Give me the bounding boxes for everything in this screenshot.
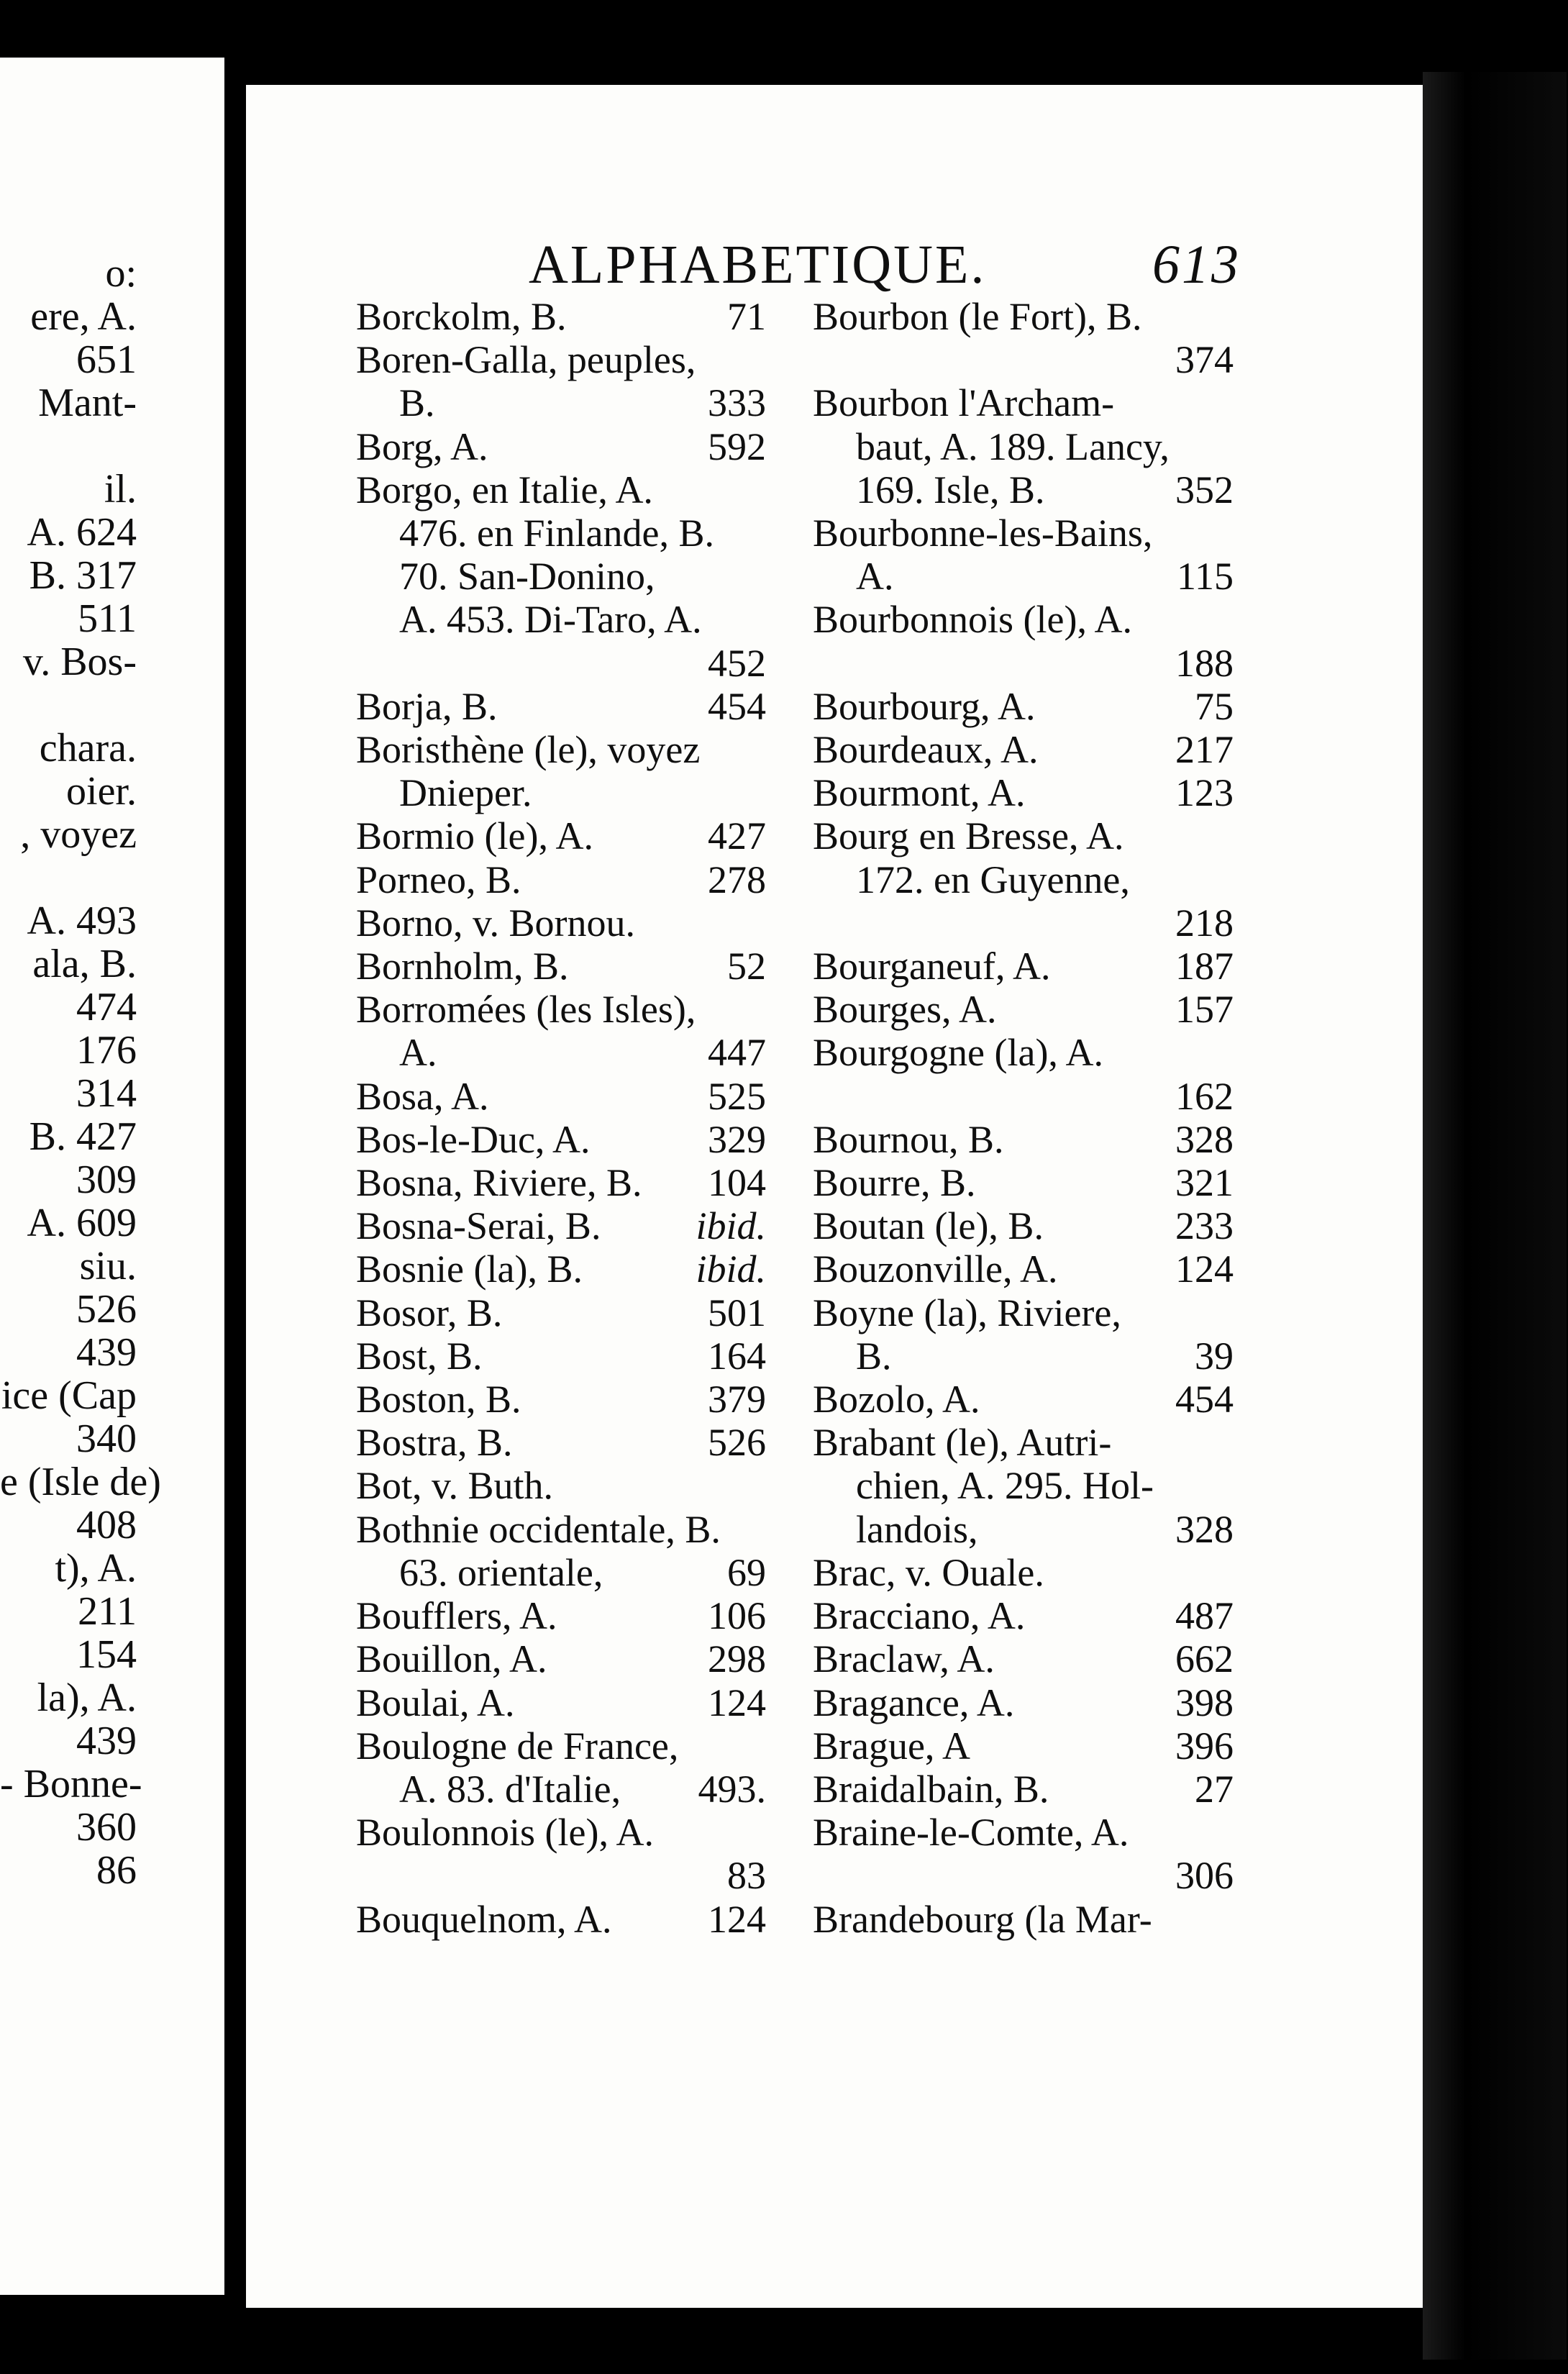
entry-text <box>813 642 823 685</box>
index-entry <box>813 814 1234 858</box>
left-fragment: t), A. <box>55 1546 137 1591</box>
entry-page-ref: 493. <box>698 1767 766 1811</box>
entry-text <box>813 1075 823 1118</box>
entry-page-ref: 162 <box>1175 1074 1234 1118</box>
entry-page-ref: 124 <box>708 1681 766 1724</box>
entry-text: Bothnie occidentale, B. <box>356 1507 721 1551</box>
entry-text: Boristhène (le), voyez <box>356 728 701 772</box>
index-entry <box>356 858 766 901</box>
index-column-left <box>356 295 766 1941</box>
left-fragment: 439 <box>76 1719 137 1763</box>
entry-text: Bourbonne-les-Bains, <box>813 511 1153 555</box>
left-fragment: la), A. <box>37 1675 137 1720</box>
index-entry <box>813 1508 1234 1551</box>
entry-text: Bourges, A. <box>813 988 997 1032</box>
index-entry <box>356 425 766 468</box>
left-fragment: ala, B. <box>32 942 137 986</box>
entry-page-ref: 106 <box>708 1594 766 1638</box>
entry-page-ref: 27 <box>1195 1767 1234 1811</box>
index-entry <box>813 381 1234 424</box>
entry-text: Brague, A <box>813 1724 970 1768</box>
left-fragment: 526 <box>76 1287 137 1332</box>
left-fragment: A. 624 <box>27 510 137 555</box>
entry-page-ref: 187 <box>1175 945 1234 988</box>
entry-text: Boufflers, A. <box>356 1594 557 1638</box>
entry-text: Boutan (le), B. <box>813 1204 1044 1248</box>
entry-text: Bourg en Bresse, A. <box>813 814 1124 858</box>
left-fragment: B. 427 <box>29 1114 137 1159</box>
entry-page-ref: 39 <box>1195 1334 1234 1378</box>
entry-page-ref: 124 <box>708 1897 766 1941</box>
index-entry <box>813 1118 1234 1161</box>
entry-page-ref: 104 <box>708 1161 766 1205</box>
index-entry <box>813 1854 1234 1897</box>
entry-text: Boston, B. <box>356 1378 521 1422</box>
index-entry <box>356 555 766 598</box>
entry-text: Brabant (le), Autri- <box>813 1421 1112 1465</box>
index-entry <box>356 1637 766 1681</box>
entry-text: Bourbourg, A. <box>813 684 1036 728</box>
entry-text: Bourbon l'Archam- <box>813 381 1115 425</box>
left-fragment: v. Bos- <box>22 640 137 684</box>
index-entry <box>356 814 766 858</box>
entry-page-ref: 278 <box>708 858 766 901</box>
left-fragment: o: <box>105 251 137 296</box>
entry-page-ref: 69 <box>727 1550 766 1594</box>
entry-text: Bouzonville, A. <box>813 1247 1058 1291</box>
index-entry <box>813 1031 1234 1074</box>
entry-text: landois, <box>856 1507 978 1551</box>
entry-page-ref: 52 <box>727 945 766 988</box>
index-entry <box>813 1161 1234 1204</box>
entry-text: Bracciano, A. <box>813 1594 1026 1638</box>
index-entry <box>813 1464 1234 1507</box>
index-entry <box>356 1334 766 1378</box>
entry-text: Braclaw, A. <box>813 1637 995 1681</box>
entry-text: A. <box>856 555 894 599</box>
index-column-right <box>813 295 1234 1941</box>
index-entry <box>356 1031 766 1074</box>
index-entry <box>813 901 1234 945</box>
index-entry <box>356 945 766 988</box>
index-entry <box>356 1768 766 1811</box>
entry-text: Bourmont, A. <box>813 771 1026 815</box>
entry-page-ref: 217 <box>1175 728 1234 772</box>
entry-page-ref: 396 <box>1175 1724 1234 1768</box>
entry-text: Boulonnois (le), A. <box>356 1811 654 1855</box>
entry-text: Bourdeaux, A. <box>813 728 1039 772</box>
entry-text: Porneo, B. <box>356 858 521 901</box>
header-title: ALPHABETIQUE. <box>529 235 987 295</box>
index-entry <box>356 728 766 771</box>
entry-text: Borja, B. <box>356 684 498 728</box>
index-entry <box>813 1898 1234 1941</box>
entry-text: Bouillon, A. <box>356 1637 547 1681</box>
index-entry <box>813 295 1234 338</box>
entry-page-ref: 379 <box>708 1378 766 1422</box>
left-fragment: B. 317 <box>29 553 137 598</box>
entry-text: 476. en Finlande, B. <box>399 511 714 555</box>
entry-text: Bozolo, A. <box>813 1378 980 1422</box>
entry-page-ref: 328 <box>1175 1117 1234 1161</box>
entry-text: Braidalbain, B. <box>813 1767 1049 1811</box>
page-edge-shadow <box>1423 72 1567 2360</box>
entry-text: Bourre, B. <box>813 1161 976 1205</box>
entry-page-ref: 298 <box>708 1637 766 1681</box>
left-fragment: 651 <box>76 337 137 382</box>
entry-text: Bosna-Serai, B. <box>356 1204 601 1248</box>
entry-text: Dnieper. <box>399 771 532 815</box>
index-entry <box>356 1204 766 1247</box>
entry-text: Bosa, A. <box>356 1074 489 1118</box>
entry-text: Boyne (la), Riviere, <box>813 1291 1121 1334</box>
entry-text: Borromées (les Isles), <box>356 988 696 1032</box>
index-entry <box>813 598 1234 641</box>
left-fragment: chara. <box>39 726 137 770</box>
index-entry <box>356 295 766 338</box>
index-entry <box>813 1811 1234 1854</box>
entry-page-ref: 188 <box>1175 641 1234 685</box>
entry-text: Bourbonnois (le), A. <box>813 598 1132 642</box>
entry-text: Borno, v. Bornou. <box>356 901 635 945</box>
entry-text: Bosor, B. <box>356 1291 503 1334</box>
index-entry <box>356 1724 766 1768</box>
left-fragment: 360 <box>76 1805 137 1850</box>
index-entry <box>356 381 766 424</box>
entry-text: Bourgogne (la), A. <box>813 1031 1103 1075</box>
index-entry <box>813 468 1234 511</box>
entry-text <box>813 1854 823 1897</box>
entry-text: Bosna, Riviere, B. <box>356 1161 642 1205</box>
entry-text: Borg, A. <box>356 424 488 468</box>
entry-text: Brac, v. Ouale. <box>813 1550 1044 1594</box>
entry-page-ref: 218 <box>1175 901 1234 945</box>
entry-text: Braine-le-Comte, A. <box>813 1811 1129 1855</box>
index-entry <box>356 1118 766 1161</box>
left-fragment: 439 <box>76 1330 137 1375</box>
entry-page-ref: 328 <box>1175 1507 1234 1551</box>
entry-page-ref: 487 <box>1175 1594 1234 1638</box>
entry-page-ref: 452 <box>708 641 766 685</box>
index-entry <box>813 1204 1234 1247</box>
entry-page-ref: 454 <box>1175 1378 1234 1422</box>
index-entry <box>356 1464 766 1507</box>
entry-text: A. 83. d'Italie, <box>399 1767 621 1811</box>
left-fragment: ice (Cap <box>1 1373 137 1418</box>
index-entry <box>356 1551 766 1594</box>
entry-text <box>356 1854 366 1897</box>
entry-page-ref: 306 <box>1175 1854 1234 1898</box>
entry-text: chien, A. 295. Hol- <box>856 1464 1154 1508</box>
entry-text: B. <box>399 381 435 425</box>
entry-text <box>813 338 823 381</box>
entry-page-ref: 662 <box>1175 1637 1234 1681</box>
entry-page-ref: 83 <box>727 1854 766 1898</box>
index-entry <box>356 1161 766 1204</box>
entry-text: Bost, B. <box>356 1334 483 1378</box>
entry-page-ref: 157 <box>1175 988 1234 1032</box>
left-fragment: 176 <box>76 1028 137 1073</box>
index-entry <box>813 1421 1234 1464</box>
entry-page-ref: 592 <box>708 424 766 468</box>
entry-text: Bormio (le), A. <box>356 814 593 858</box>
left-fragment: 340 <box>76 1416 137 1461</box>
entry-page-ref: 333 <box>708 381 766 425</box>
entry-text: Boulogne de France, <box>356 1724 679 1768</box>
entry-page-ref: 398 <box>1175 1681 1234 1724</box>
index-entry <box>813 1075 1234 1118</box>
index-entry <box>813 945 1234 988</box>
index-entry <box>356 1854 766 1897</box>
left-fragment: 474 <box>76 985 137 1029</box>
index-entry <box>813 1291 1234 1334</box>
entry-page-ref: ibid. <box>696 1204 766 1248</box>
entry-page-ref: 329 <box>708 1117 766 1161</box>
entry-text: Borckolm, B. <box>356 295 567 338</box>
page-number: 613 <box>1152 235 1241 295</box>
entry-text: Bouquelnom, A. <box>356 1897 612 1941</box>
index-entry <box>813 1768 1234 1811</box>
entry-text: Bournou, B. <box>813 1117 1004 1161</box>
left-fragment: 314 <box>76 1071 137 1116</box>
entry-page-ref: 501 <box>708 1291 766 1334</box>
index-entry <box>356 1378 766 1421</box>
entry-text: 63. orientale, <box>399 1550 603 1594</box>
entry-text: Bragance, A. <box>813 1681 1015 1724</box>
left-fragment: oier. <box>66 769 137 814</box>
index-entry <box>356 642 766 685</box>
entry-page-ref: 352 <box>1175 468 1234 511</box>
index-entry <box>356 1421 766 1464</box>
index-entry <box>356 1291 766 1334</box>
entry-page-ref: 447 <box>708 1031 766 1075</box>
index-entry <box>356 511 766 555</box>
index-entry <box>813 685 1234 728</box>
index-entry <box>813 988 1234 1031</box>
entry-page-ref: 164 <box>708 1334 766 1378</box>
entry-page-ref: 525 <box>708 1074 766 1118</box>
running-header <box>529 234 1241 299</box>
index-entry <box>813 425 1234 468</box>
index-entry <box>813 1378 1234 1421</box>
left-fragment: , voyez <box>20 812 137 857</box>
index-entry <box>356 1681 766 1724</box>
entry-text: Bos-le-Duc, A. <box>356 1117 591 1161</box>
left-fragment: 511 <box>78 596 137 641</box>
entry-text: Bornholm, B. <box>356 945 569 988</box>
left-fragment: 154 <box>76 1632 137 1677</box>
entry-page-ref: 115 <box>1177 555 1234 599</box>
entry-page-ref: 233 <box>1175 1204 1234 1248</box>
index-entry <box>356 338 766 381</box>
entry-text: Boren-Galla, peuples, <box>356 338 696 382</box>
index-entry <box>813 511 1234 555</box>
left-fragment: A. 609 <box>27 1201 137 1245</box>
index-entry <box>813 771 1234 814</box>
entry-page-ref: 454 <box>708 684 766 728</box>
entry-text: Bourbon (le Fort), B. <box>813 295 1142 338</box>
left-fragment: e (Isle de) <box>0 1460 161 1504</box>
index-entry <box>356 1508 766 1551</box>
index-entry <box>813 1637 1234 1681</box>
left-fragment: ere, A. <box>30 294 137 339</box>
entry-text: Bot, v. Buth. <box>356 1464 554 1508</box>
left-page-fragments <box>0 251 161 2374</box>
index-entry <box>813 338 1234 381</box>
left-fragment: siu. <box>79 1244 137 1288</box>
index-entry <box>813 1681 1234 1724</box>
entry-text: B. <box>856 1334 892 1378</box>
entry-text: 172. en Guyenne, <box>856 858 1130 901</box>
entry-text: Brandebourg (la Mar- <box>813 1897 1152 1941</box>
left-fragment: 211 <box>78 1589 137 1634</box>
entry-page-ref: 123 <box>1175 771 1234 815</box>
book-gutter <box>224 58 246 2316</box>
index-entry <box>356 901 766 945</box>
left-fragment: Mant- <box>38 381 137 425</box>
entry-page-ref: ibid. <box>696 1247 766 1291</box>
index-entry <box>813 1594 1234 1637</box>
left-fragment: 86 <box>96 1848 137 1893</box>
entry-text: 70. San-Donino, <box>399 555 655 599</box>
index-entry <box>813 858 1234 901</box>
entry-page-ref: 526 <box>708 1421 766 1465</box>
entry-page-ref: 321 <box>1175 1161 1234 1205</box>
index-entry <box>356 598 766 641</box>
index-entry <box>356 1075 766 1118</box>
index-entry <box>356 1247 766 1291</box>
index-entry <box>813 1724 1234 1768</box>
index-entry <box>813 1334 1234 1378</box>
index-entry <box>356 988 766 1031</box>
entry-text: Bostra, B. <box>356 1421 513 1465</box>
index-entry <box>356 771 766 814</box>
index-entry <box>356 685 766 728</box>
entry-text: 169. Isle, B. <box>856 468 1045 511</box>
left-fragment: 408 <box>76 1503 137 1547</box>
entry-text <box>813 901 823 945</box>
left-fragment: 309 <box>76 1158 137 1202</box>
left-fragment: il. <box>104 467 137 511</box>
index-entry <box>356 1811 766 1854</box>
entry-text: Borgo, en Italie, A. <box>356 468 653 511</box>
index-entry <box>813 555 1234 598</box>
entry-page-ref: 374 <box>1175 338 1234 382</box>
entry-page-ref: 427 <box>708 814 766 858</box>
index-entry <box>813 642 1234 685</box>
entry-text: Bosnie (la), B. <box>356 1247 583 1291</box>
entry-text: A. 453. Di-Taro, A. <box>399 598 702 642</box>
index-entry <box>356 1594 766 1637</box>
left-fragment: A. 493 <box>27 899 137 943</box>
entry-page-ref: 71 <box>727 295 766 338</box>
entry-text: Bourganeuf, A. <box>813 945 1051 988</box>
index-entry <box>356 1898 766 1941</box>
entry-text: A. <box>399 1031 437 1075</box>
index-entry <box>813 1551 1234 1594</box>
entry-text: Boulai, A. <box>356 1681 515 1724</box>
left-fragment: - Bonne- <box>0 1762 142 1806</box>
entry-text: baut, A. 189. Lancy, <box>856 424 1170 468</box>
entry-page-ref: 75 <box>1195 684 1234 728</box>
index-entry <box>813 1247 1234 1291</box>
index-entry <box>356 468 766 511</box>
entry-page-ref: 124 <box>1175 1247 1234 1291</box>
index-entry <box>813 728 1234 771</box>
entry-text <box>356 642 366 685</box>
